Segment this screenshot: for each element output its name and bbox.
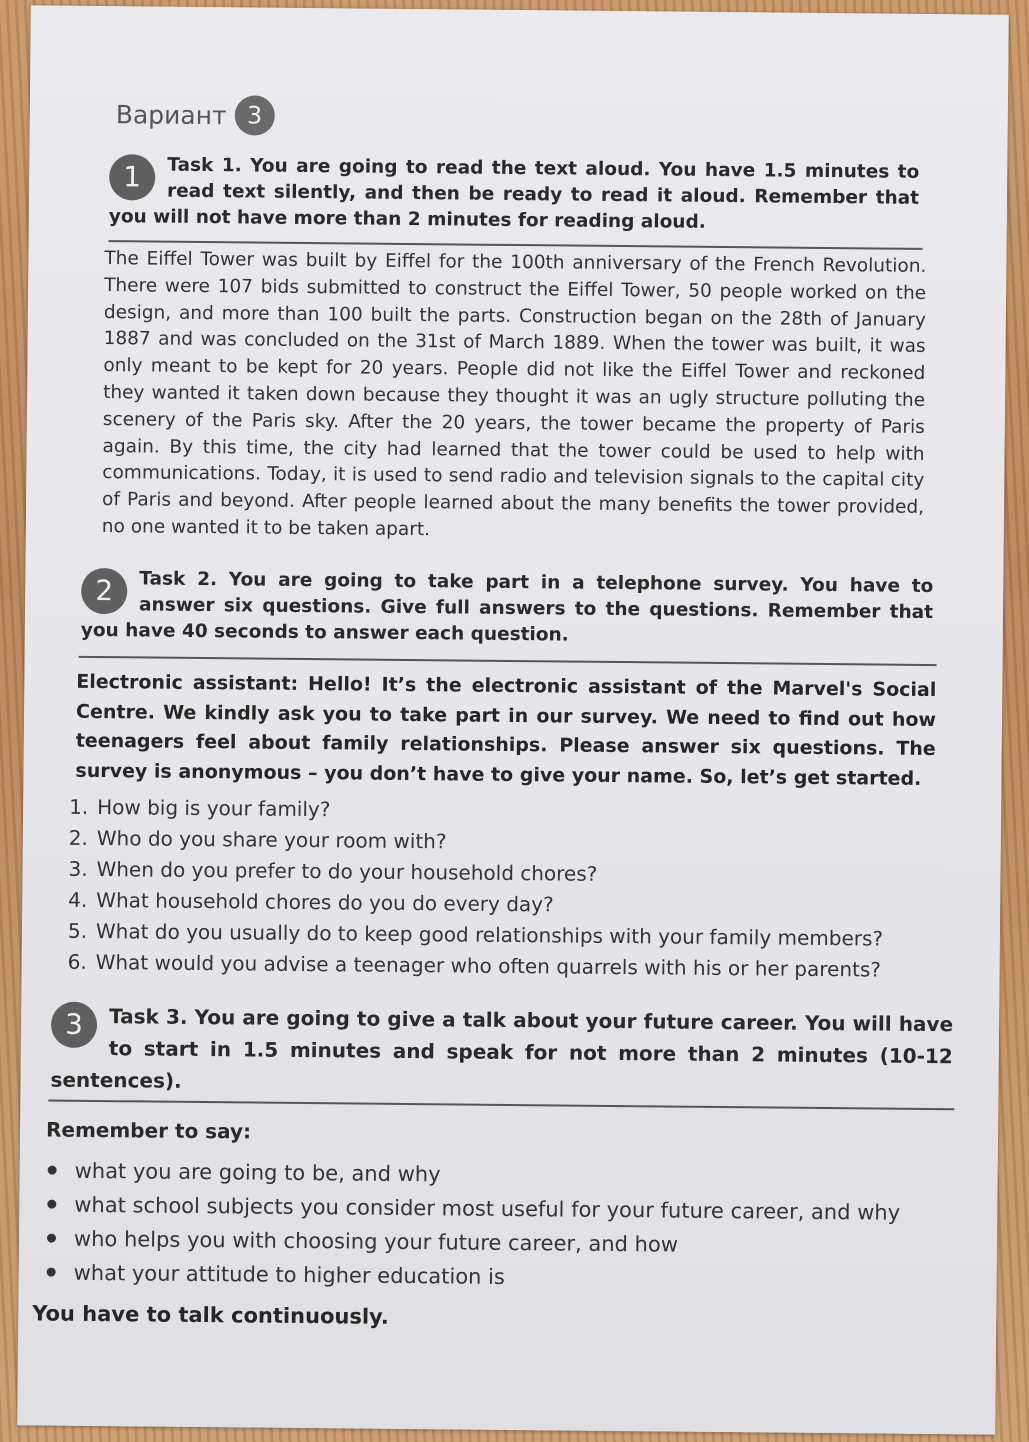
talk-point-text: what your attitude to higher education is xyxy=(73,1260,505,1289)
variant-heading xyxy=(116,94,275,136)
remember-label: Remember to say: xyxy=(45,1117,252,1144)
variant-number-badge: 3 xyxy=(234,95,274,135)
task3-points-list xyxy=(41,1153,942,1298)
question-text: How big is your family? xyxy=(97,795,331,822)
variant-label: Вариант xyxy=(115,99,227,130)
question-number: 4. xyxy=(68,887,88,912)
bullet-icon xyxy=(48,1166,57,1175)
question-text: What would you advise a teenager who often quarrels with his or her parents? xyxy=(95,950,882,982)
closing-instruction: You have to talk continuously. xyxy=(32,1301,389,1329)
question-text: When do you prefer to do your household chores? xyxy=(96,857,598,886)
bullet-icon xyxy=(47,1200,56,1209)
task2-assistant-text: Electronic assistant: Hello! It’s the electronic assistant of the Marvel's Social Centre. We kindly ask you to take part in our survey. We need to find out how teenagers feel about family relationships. Please answer six questions. The survey is anonymous – you don’t have to give your name. So, let’s get started. xyxy=(75,670,937,790)
task1-instruction-block xyxy=(109,152,920,238)
task2-number-badge: 2 xyxy=(81,568,127,614)
bullet-icon xyxy=(47,1234,56,1243)
question-number: 1. xyxy=(69,794,89,819)
talk-point-text: what school subjects you consider most useful for your future career, and why xyxy=(74,1192,901,1225)
task2-instruction: Task 2. You are going to take part in a telephone survey. You have to answer six questions. Give full answers to the questions. Remember that you have 40 seconds to answer each question. xyxy=(80,568,934,646)
talk-point-text: what you are going to be, and why xyxy=(74,1158,441,1187)
task1-number-badge: 1 xyxy=(109,154,155,200)
task3-instruction: Task 3. You are going to give a talk about your future career. You will have to start in 1.5 minutes and speak for not more than 2 minutes (10-12 sentences). xyxy=(50,1004,954,1093)
question-text: Who do you share your room with? xyxy=(96,826,447,854)
worksheet-page xyxy=(17,5,1009,1434)
bullet-icon xyxy=(47,1268,56,1277)
question-number: 2. xyxy=(68,825,89,850)
task3-instruction-block xyxy=(50,1000,953,1105)
task2-divider xyxy=(79,656,937,666)
question-text: What household chores do you do every day? xyxy=(96,888,554,917)
question-number: 6. xyxy=(67,949,87,974)
talk-point xyxy=(41,1255,941,1298)
task2-question-list xyxy=(68,792,930,986)
task1-reading-text: The Eiffel Tower was built by Eiffel for the 100th anniversary of the French Revolution. There were 107 bids submitted to construct the Eiffel Tower, 50 people worked on the design, and more than 100 built the parts. Construction began on the 28th of January 1887 and was concluded on the 31st of March 1889. When the tower was built, it was only meant to be kept for 20 years. People did not like the Eiffel Tower and reckoned they wanted it taken down because they thought it was an ugly structure polluting the scenery of the Paris sky. After the 20 years, the tower became the property of Paris again. By this time, the city had learned that the tower could be used to help with communications. Today, it is used to send radio and television signals to the capital city of Paris and beyond. After people learned about the many benefits the tower provided, no one wanted it to be taken apart. xyxy=(101,248,927,541)
task3-number-badge: 3 xyxy=(51,1002,97,1048)
question-number: 5. xyxy=(67,918,88,943)
question-number: 3. xyxy=(68,856,88,881)
task1-instruction: Task 1. You are going to read the text aloud. You have 1.5 minutes to read text silently, and then be ready to read it aloud. Remember that you will not have more than 2 minutes for reading aloud. xyxy=(108,154,920,233)
talk-point-text: who helps you with choosing your future career, and how xyxy=(73,1226,679,1257)
task2-instruction-block xyxy=(81,566,934,652)
question-text: What do you usually do to keep good relationships with your family members? xyxy=(95,919,884,951)
